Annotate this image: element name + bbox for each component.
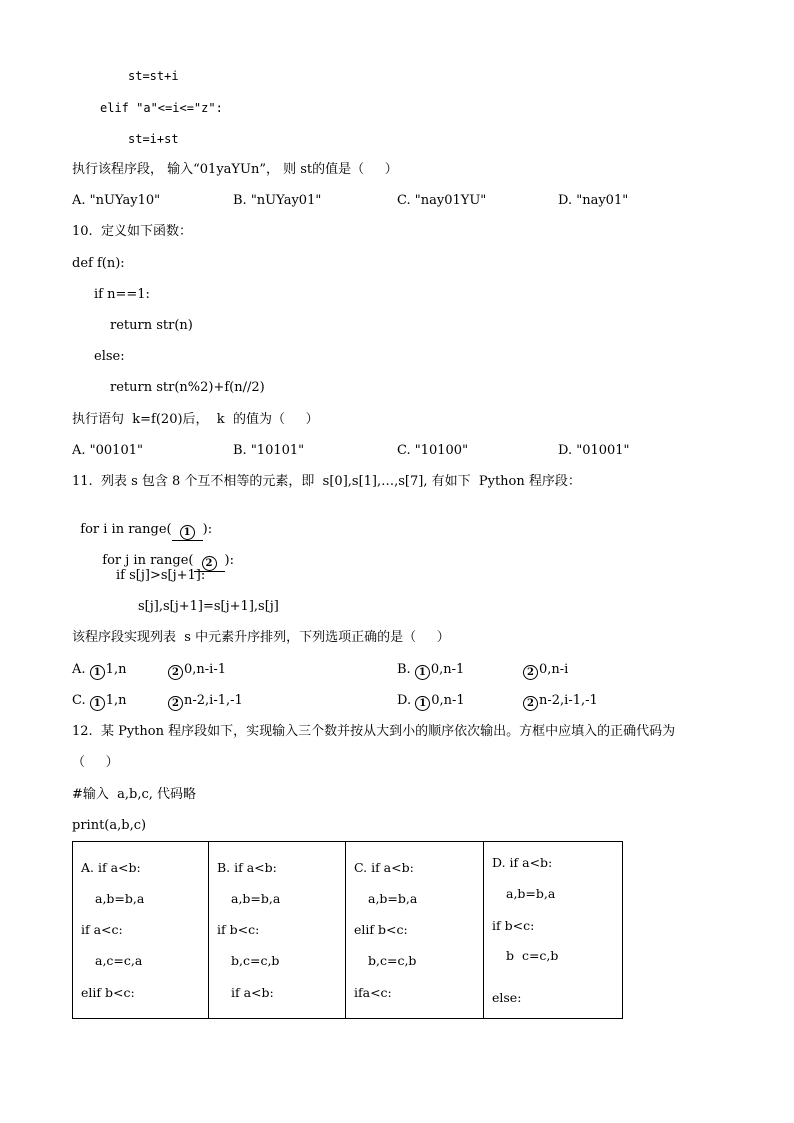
code-line: return str(n%2)+f(n//2) [110, 380, 265, 395]
cell-code-line: a,b=b,a [506, 886, 556, 901]
question-stem: 12. 某 Python 程序段如下，实现输入三个数并按从大到小的顺序依次输出。方框中应填入的正确代码为 [72, 724, 676, 739]
option-d: D. "01001" [558, 443, 630, 458]
cell-code-line: C. if a<b: [354, 860, 414, 875]
option-a: A. "nUYay10" [72, 193, 161, 208]
circled-number-icon: 1 [180, 525, 195, 540]
cell-code-line: b,c=c,b [231, 953, 280, 968]
option-b: B. "10101" [233, 443, 305, 458]
circled-one-icon: 1 [415, 696, 430, 711]
option-value: 0,n-i [539, 662, 569, 677]
answer-table [72, 841, 623, 1019]
code-line: return str(n) [110, 318, 193, 333]
option-c [72, 693, 127, 711]
circled-two-icon: 2 [168, 696, 183, 711]
cell-code-line: elif b<c: [81, 985, 135, 1000]
option-d [397, 693, 465, 711]
code-line: s[j],s[j+1]=s[j+1],s[j] [138, 599, 279, 614]
answer-cell-d [484, 842, 623, 1019]
option-d-second [523, 693, 598, 711]
option-b [397, 662, 464, 680]
question-stem: 10. 定义如下函数： [72, 224, 192, 239]
code-text: ): [224, 553, 234, 568]
option-letter: A. [72, 662, 86, 677]
code-comment: #输入 a,b,c, 代码略 [72, 787, 197, 802]
answer-cell-b [209, 842, 346, 1019]
option-value: 0,n-1 [431, 693, 465, 708]
code-line [94, 537, 234, 572]
cell-code-line: b,c=c,b [368, 953, 417, 968]
cell-code-line: A. if a<b: [81, 860, 141, 875]
option-c-second [168, 693, 243, 711]
option-value: 1,n [105, 693, 127, 708]
circled-number-icon: 2 [202, 556, 217, 571]
option-value: 0,n-i-1 [184, 662, 226, 677]
code-line: else: [94, 349, 125, 364]
question-prompt: 该程序段实现列表 s 中元素升序排列，下列选项正确的是（ ） [72, 630, 450, 645]
option-value: 1,n [105, 662, 127, 677]
option-value: n-2,i-1,-1 [184, 693, 243, 708]
option-letter: D. [397, 693, 412, 708]
circled-two-icon: 2 [523, 696, 538, 711]
option-b: B. "nUYay01" [233, 193, 322, 208]
option-value: n-2,i-1,-1 [539, 693, 598, 708]
option-a-second [168, 662, 226, 680]
option-a [72, 662, 126, 680]
question-prompt: 执行该程序段， 输入“01yaYUn”， 则 st的值是（ ） [72, 162, 398, 177]
code-line: print(a,b,c) [72, 818, 147, 833]
cell-code-line: if b<c: [492, 918, 535, 933]
option-b-second [523, 662, 568, 680]
cell-code-line: if a<c: [81, 922, 123, 937]
answer-cell-c [346, 842, 484, 1019]
question-stem: 11. 列表 s 包含 8 个互不相等的元素，即 s[0],s[1],…,s[7], 有如下 Python 程序段： [72, 474, 581, 489]
code-line: def f(n): [72, 256, 125, 271]
code-line: st=i+st [128, 132, 179, 146]
code-text: for i in range( [80, 522, 172, 537]
cell-code-line: if b<c: [217, 922, 260, 937]
code-text: for j in range( [102, 553, 194, 568]
option-letter: C. [72, 693, 86, 708]
option-a: A. "00101" [72, 443, 143, 458]
code-text: ): [202, 522, 213, 537]
cell-code-line: ifa<c: [354, 985, 392, 1000]
question-paren: （ ） [72, 755, 119, 770]
option-c: C. "10100" [397, 443, 469, 458]
cell-code-line: a,c=c,a [95, 953, 143, 968]
circled-one-icon: 1 [415, 665, 430, 680]
code-line: if s[j]>s[j+1]: [116, 568, 206, 583]
circled-two-icon: 2 [523, 665, 538, 680]
cell-code-line: B. if a<b: [217, 860, 277, 875]
code-line: if n==1: [94, 287, 150, 302]
option-c: C. "nay01YU" [397, 193, 487, 208]
cell-code-line: else: [492, 990, 522, 1005]
cell-code-line: a,b=b,a [368, 891, 418, 906]
option-letter: B. [397, 662, 411, 677]
circled-two-icon: 2 [168, 665, 183, 680]
cell-code-line: if a<b: [231, 985, 274, 1000]
cell-code-line: elif b<c: [354, 922, 408, 937]
code-line [72, 506, 212, 541]
answer-options [72, 443, 632, 459]
circled-one-icon: 1 [90, 665, 105, 680]
code-line: st=st+i [128, 69, 179, 83]
cell-code-line: a,b=b,a [231, 891, 281, 906]
cell-code-line: D. if a<b: [492, 855, 553, 870]
option-value: 0,n-1 [430, 662, 465, 677]
cell-code-line: b c=c,b [506, 948, 559, 963]
answer-options [72, 193, 632, 209]
answer-cell-a [73, 842, 209, 1019]
circled-one-icon: 1 [90, 696, 105, 711]
option-d: D. "nay01" [558, 193, 629, 208]
cell-code-line: a,b=b,a [95, 891, 145, 906]
code-line: elif "a"<=i<="z": [100, 101, 223, 115]
question-prompt: 执行语句 k=f(20)后， k 的值为（ ） [72, 412, 319, 427]
